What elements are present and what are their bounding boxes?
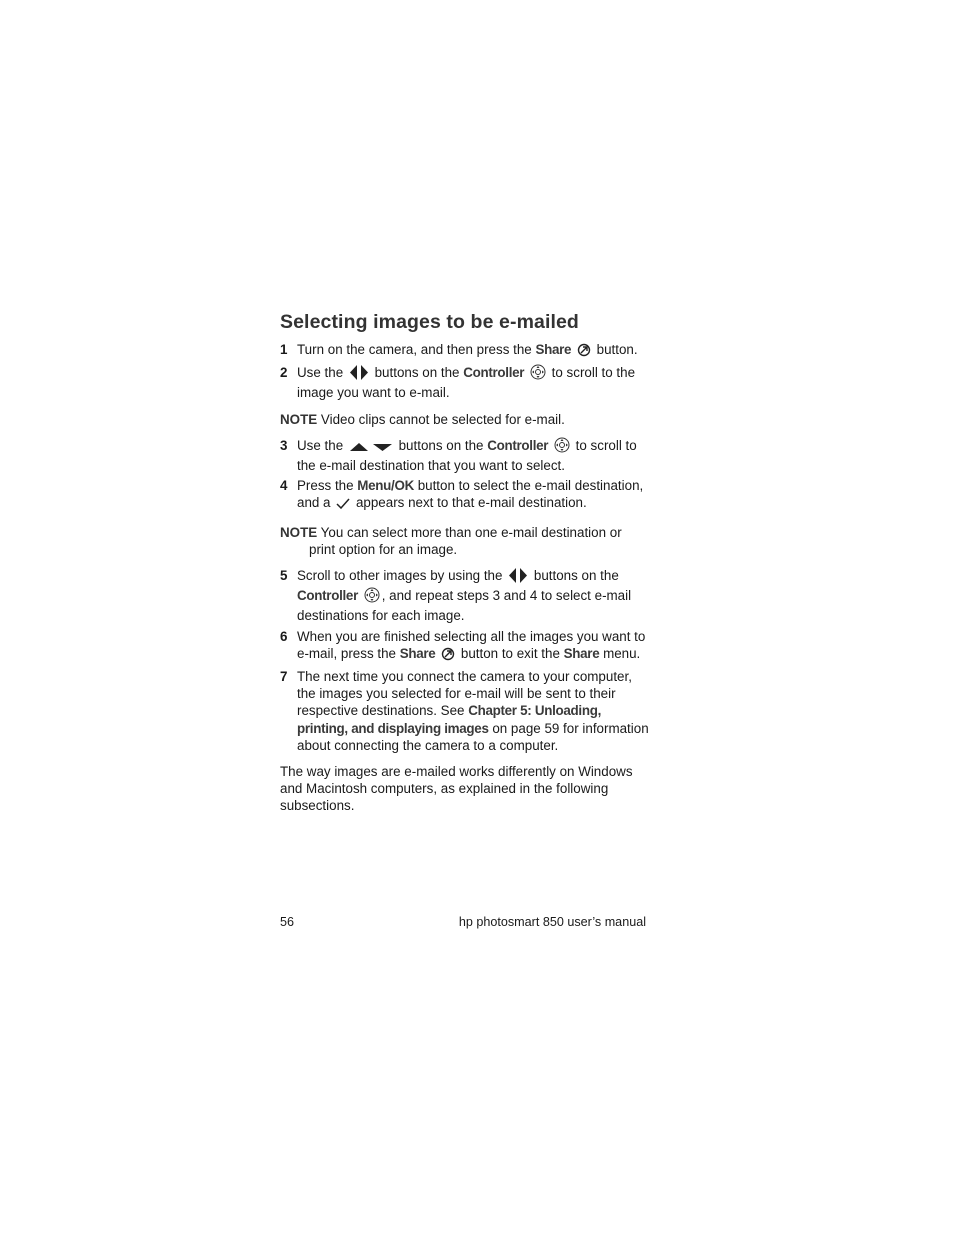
page-content: [280, 309, 650, 815]
note-2: [280, 524, 650, 558]
step-text: menu.: [599, 645, 641, 661]
checkmark-icon: [336, 497, 350, 514]
step-number: 5: [280, 568, 288, 584]
controller-label: Controller: [487, 437, 549, 453]
menu-ok-label: Menu/OK: [357, 478, 414, 494]
controller-icon: [554, 437, 570, 457]
step-text: Use the: [297, 437, 347, 453]
step-text: button to select the e-mail destination, and a: [297, 478, 644, 511]
step-text: Turn on the camera, and then press the: [297, 342, 536, 357]
up-down-arrows-icon: [349, 440, 393, 457]
step-text: buttons on the: [533, 568, 619, 584]
share-button-label: Share: [399, 645, 436, 661]
step-text: When you are finished selecting all the images you want to e-mail, press the: [297, 628, 646, 661]
step-number: 1: [280, 342, 288, 357]
note-text: Video clips cannot be selected for e-mail.: [317, 411, 565, 427]
step-number: 6: [280, 628, 288, 644]
step-text: on page 59 for information about connecting the camera to a computer.: [297, 720, 649, 753]
step-1: [280, 341, 650, 361]
controller-icon: [530, 364, 546, 384]
closing-paragraph: The way images are e-mailed works differently on Windows and Macintosh computers, as explained in the following subsections.: [280, 764, 633, 814]
step-6: [280, 628, 650, 665]
step-text: , and repeat steps 3 and 4 to select e-mail destinations for each image.: [297, 588, 632, 624]
step-number: 4: [280, 478, 288, 494]
step-number: 3: [280, 437, 288, 453]
step-text: The next time you connect the camera to your computer, the images you selected for e-mail will be sent to their respective destinations. See: [297, 669, 632, 719]
chapter-link[interactable]: Chapter 5: Unloading, printing, and displaying images: [297, 703, 602, 736]
note-text: You can select more than one e-mail destination or print option for an image.: [309, 524, 622, 557]
step-text: buttons on the: [398, 437, 488, 453]
step-number: 2: [280, 365, 288, 381]
step-text: button.: [596, 342, 638, 357]
step-2: [280, 364, 650, 401]
controller-label: Controller: [297, 588, 358, 604]
step-number: 7: [280, 669, 288, 685]
note-label: NOTE: [280, 411, 318, 427]
step-3: [280, 437, 650, 474]
share-menu-label: Share: [563, 645, 600, 661]
left-right-arrows-icon: [349, 365, 369, 384]
step-text: to scroll to the image you want to e-mail.: [297, 365, 636, 401]
step-text: Scroll to other images by using the: [297, 568, 507, 584]
step-7: [280, 668, 650, 754]
note-1: [280, 411, 650, 428]
controller-icon: [364, 587, 380, 607]
step-text: Use the: [297, 365, 347, 381]
step-text: button to exit the: [460, 645, 564, 661]
note-label: NOTE: [280, 524, 318, 540]
left-right-arrows-icon: [508, 568, 528, 587]
step-text: appears next to that e-mail destination.: [355, 495, 587, 511]
controller-label: Controller: [463, 365, 525, 381]
share-button-label: Share: [535, 342, 572, 357]
step-text: to scroll to the e-mail destination that you want to select.: [297, 437, 637, 474]
share-icon: [441, 647, 455, 665]
section-title: Selecting images to be e-mailed: [280, 311, 579, 333]
step-5: [280, 567, 650, 625]
page-number: 56: [280, 915, 295, 929]
step-text: buttons on the: [374, 365, 464, 381]
step-text: Press the: [297, 478, 358, 494]
share-icon: [577, 343, 591, 361]
step-4: [280, 477, 650, 514]
manual-title: hp photosmart 850 user’s manual: [458, 915, 646, 929]
